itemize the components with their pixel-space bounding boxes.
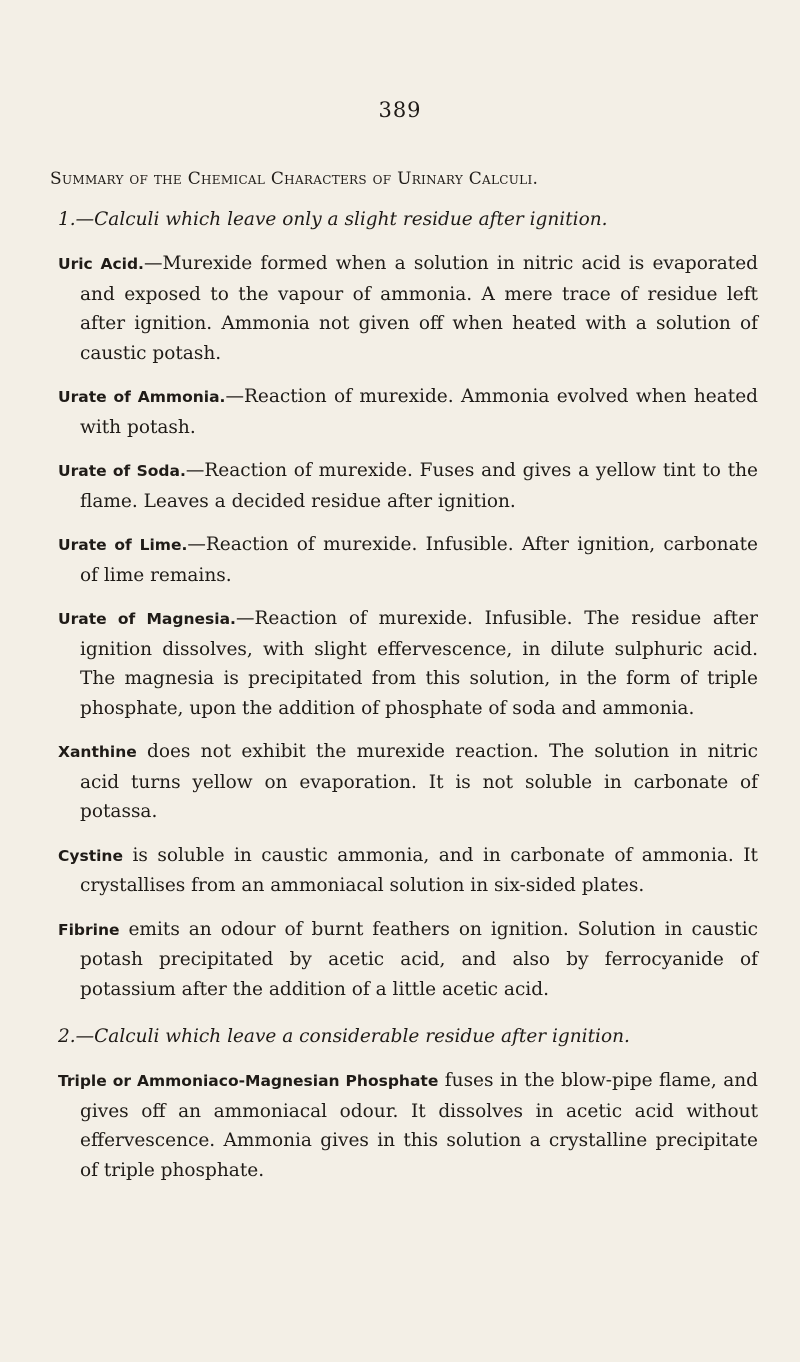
page-content xyxy=(58,205,758,1199)
entry-cystine xyxy=(58,841,758,901)
entry-term: Fibrine xyxy=(58,920,120,939)
entry-text: does not exhibit the murexide reaction. The solution in nitric acid turns yellow on evaporation. It is not soluble in carbonate of potassa. xyxy=(80,741,758,822)
section-2 xyxy=(58,1022,758,1185)
entry-text: —Reaction of murexide. Infusible. After ignition, carbonate of lime remains. xyxy=(80,534,758,586)
entry-urate-of-soda xyxy=(58,456,758,516)
entry-urate-of-ammonia xyxy=(58,382,758,442)
entry-term: Urate of Ammonia. xyxy=(58,388,226,406)
section-heading: 1.—Calculi which leave only a slight residue after ignition. xyxy=(58,209,608,230)
page-title: Summary of the Chemical Characters of Urinary Calculi. xyxy=(50,169,539,189)
entry-term: Cystine xyxy=(58,846,123,865)
entry-text: is soluble in caustic ammonia, and in carbonate of ammonia. It crystallises from an ammoniacal solution in six-sided plates. xyxy=(80,844,758,896)
entry-term: Triple or Ammoniaco-Magnesian Phosphate xyxy=(58,1072,439,1090)
entry-term: Urate of Magnesia. xyxy=(58,610,236,628)
entry-text: —Reaction of murexide. Infusible. The residue after ignition dissolves, with slight effervescence, in dilute sulphuric acid. The magnesia is precipitated from this solution, in the form of triple phosphate, upon the addition of phosphate of soda and ammonia. xyxy=(80,608,758,719)
entry-term: Urate of Soda. xyxy=(58,462,186,480)
entry-text: emits an odour of burnt feathers on ignition. Solution in caustic potash precipitated by acetic acid, and also by ferrocyanide of potassium after the addition of a little acetic acid. xyxy=(80,918,758,1000)
entry-urate-of-lime xyxy=(58,530,758,590)
entry-urate-of-magnesia xyxy=(58,604,758,723)
entry-text: fuses in the blow-pipe flame, and gives off an ammoniacal odour. It dissolves in acetic acid without effervescence. Ammonia gives in this solution a crystalline precipitate of triple phosphate. xyxy=(80,1070,759,1181)
entry-uric-acid xyxy=(58,249,758,368)
entry-term: Xanthine xyxy=(58,743,137,761)
entry-xanthine xyxy=(58,737,758,827)
section-1 xyxy=(58,205,758,1004)
entry-text: —Murexide formed when a solution in nitric acid is evaporated and exposed to the vapour of ammonia. A mere trace of residue left after ignition. Ammonia not given off when heated with a solution of caustic potash. xyxy=(80,253,758,364)
page-number: 389 xyxy=(378,98,422,122)
entry-term: Uric Acid. xyxy=(58,255,144,273)
entry-text: —Reaction of murexide. Ammonia evolved when heated with potash. xyxy=(80,386,758,438)
entry-text: —Reaction of murexide. Fuses and gives a yellow tint to the flame. Leaves a decided residue after ignition. xyxy=(80,460,758,512)
entry-term: Urate of Lime. xyxy=(58,536,188,554)
entry-fibrine xyxy=(58,915,758,1005)
entry-triple-phosphate xyxy=(58,1066,758,1185)
section-heading: 2.—Calculi which leave a considerable residue after ignition. xyxy=(58,1026,630,1047)
